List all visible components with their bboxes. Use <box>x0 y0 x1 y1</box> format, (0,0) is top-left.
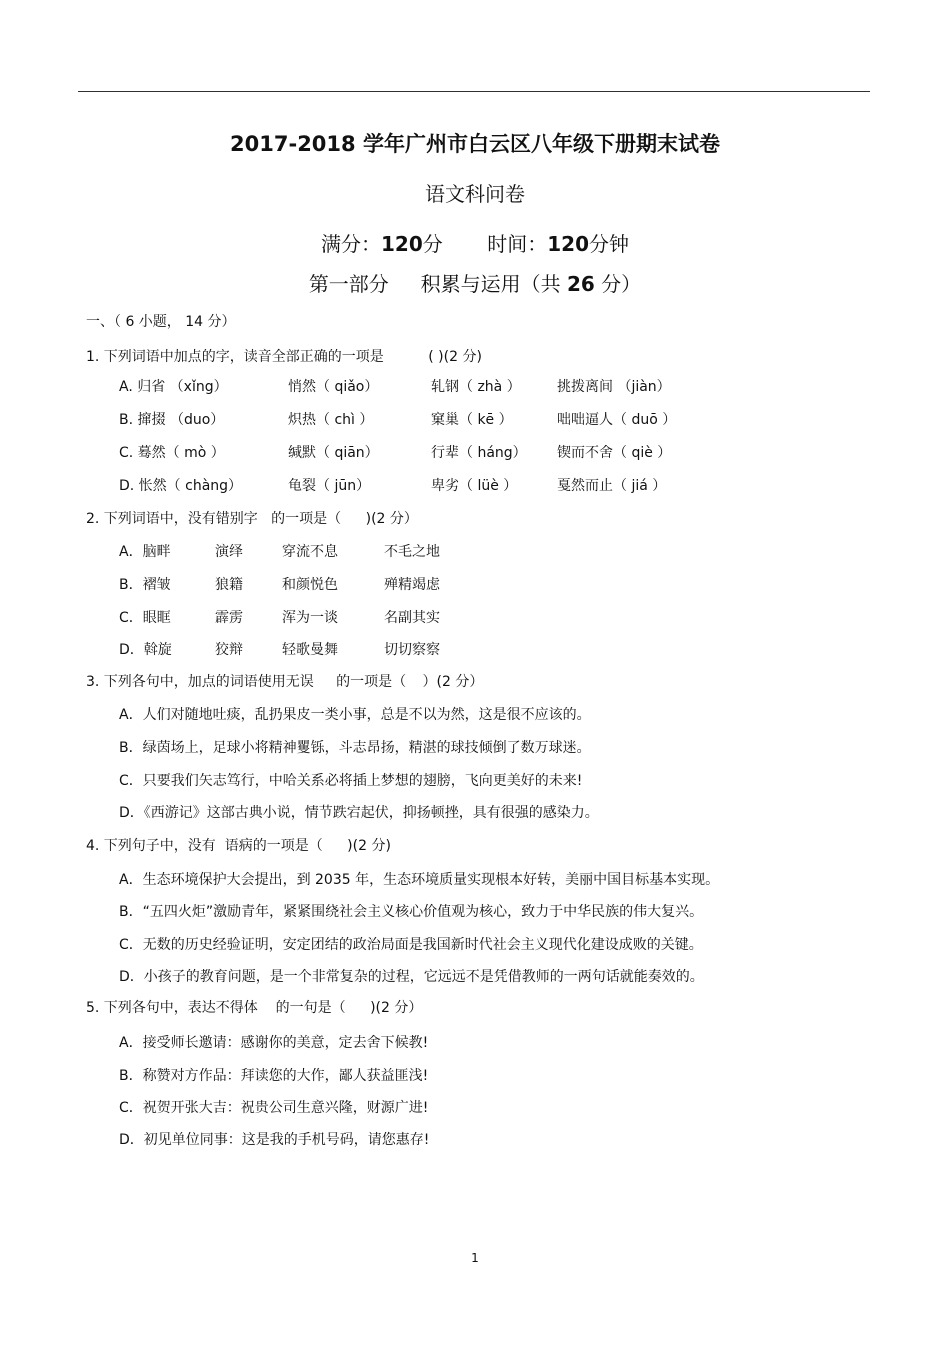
question-2-stem <box>86 508 418 528</box>
question-3-answer-paren: ）(2 分） <box>422 674 484 690</box>
question-1-option-row-1-item-4: 挑拨离间 （jiàn） <box>557 379 671 395</box>
question-1-option-row-4-item-1: D. 怅然（ chàng） <box>119 478 243 494</box>
time-unit: 分钟 <box>589 232 629 256</box>
question-1-option-row-1-item-1: A. 归省 （xǐng） <box>119 379 228 395</box>
question-4-text2: 语病的一项是（ <box>224 838 323 854</box>
question-1-option-row-1-item-3: 轧钢（ zhà ） <box>431 379 521 395</box>
question-3-text: 3. 下列各句中，加点的词语使用无误 <box>86 674 314 690</box>
question-2-option-row-2-item-4: 殚精竭虑 <box>384 577 440 593</box>
part-score: 26 <box>566 272 595 296</box>
question-2-option-row-1-item-1: A．脑畔 <box>119 544 171 560</box>
question-2-option-row-1-item-4: 不毛之地 <box>384 544 440 560</box>
question-1-option-row-4-item-3: 卑劣（ lüè ） <box>431 478 518 494</box>
part-name: 积累与运用（共 <box>420 272 561 296</box>
question-2-option-row-4-item-4: 切切察察 <box>384 642 440 658</box>
question-1-option-row-3-item-1: C. 蓦然（ mò ） <box>119 445 225 461</box>
question-1-option-row-3-item-4: 锲而不舍（ qiè ） <box>557 445 672 461</box>
question-2-option-row-4-item-2: 狡辩 <box>215 642 243 658</box>
exam-meta <box>0 228 950 257</box>
question-2-option-row-3-item-1: C．眼眶 <box>119 610 171 626</box>
question-1-option-row-4-item-4: 戛然而止（ jiá ） <box>557 478 667 494</box>
question-3-text2: 的一项是（ <box>336 674 407 690</box>
time-label: 时间： <box>487 232 548 256</box>
question-4-option-b: B．“五四火炬”激励青年，紧紧围绕社会主义核心价值观为核心，致力于中华民族的伟大复兴。 <box>119 904 704 920</box>
exam-title: 2017-2018 学年广州市白云区八年级下册期末试卷 <box>230 132 720 156</box>
question-2-option-row-4-item-3: 轻歌曼舞 <box>282 642 338 658</box>
question-4-option-c: C．无数的历史经验证明，安定团结的政治局面是我国新时代社会主义现代化建设成败的关键。 <box>119 937 703 953</box>
question-2-answer-paren: )(2 分） <box>365 511 418 527</box>
question-5-answer-paren: )(2 分） <box>370 1000 423 1016</box>
question-3-option-c: C．只要我们矢志笃行，中哈关系必将插上梦想的翅膀，飞向更美好的未来! <box>119 773 583 789</box>
question-4-option-d: D．小孩子的教育问题，是一个非常复杂的过程，它远远不是凭借教师的一两句话就能奏效的。 <box>119 969 704 985</box>
score-label: 满分： <box>320 232 381 256</box>
question-1-option-row-2-item-2: 炽热（ chì ） <box>288 412 374 428</box>
question-2-option-row-2-item-1: B．褶皱 <box>119 577 171 593</box>
question-1-option-row-2-item-3: 窠巢（ kē ） <box>431 412 513 428</box>
question-5-text2: 的一句是（ <box>275 1000 346 1016</box>
question-5-stem <box>86 997 422 1017</box>
question-5-option-c: C．祝贺开张大吉：祝贵公司生意兴隆，财源广进! <box>119 1100 429 1116</box>
header-rule <box>78 91 870 92</box>
question-1-answer-paren: ( )(2 分) <box>428 349 482 365</box>
question-2-option-row-4-item-1: D．斡旋 <box>119 642 172 658</box>
question-2-text2: 的一项是（ <box>271 511 342 527</box>
page-number: 1 <box>471 1251 479 1265</box>
question-4-text: 4. 下列句子中，没有 <box>86 838 216 854</box>
question-5-text: 5. 下列各句中，表达不得体 <box>86 1000 258 1016</box>
exam-subtitle: 语文科问卷 <box>425 182 525 206</box>
question-2-option-row-1-item-3: 穿流不息 <box>282 544 338 560</box>
question-2-option-row-2-item-3: 和颜悦色 <box>282 577 338 593</box>
question-4-answer-paren: )(2 分) <box>347 838 391 854</box>
question-1-option-row-1-item-2: 悄然（ qiǎo） <box>288 379 379 395</box>
score-unit: 分 <box>422 232 443 256</box>
question-3-option-a: A．人们对随地吐痰，乱扔果皮一类小事，总是不以为然，这是很不应该的。 <box>119 707 591 723</box>
question-3-stem <box>86 671 483 691</box>
question-2-option-row-2-item-2: 狼籍 <box>215 577 243 593</box>
part-heading <box>0 268 950 297</box>
question-2-option-row-3-item-4: 名副其实 <box>384 610 440 626</box>
question-1-option-row-2-item-4: 咄咄逼人（ duō ） <box>557 412 677 428</box>
part-title: 第一部分 <box>308 272 389 296</box>
question-1-option-row-3-item-2: 缄默（ qiān） <box>288 445 379 461</box>
question-1-stem <box>86 346 482 366</box>
question-1-text: 1. 下列词语中加点的字，读音全部正确的一项是 <box>86 349 384 365</box>
score-value: 120 <box>380 232 423 256</box>
section-heading: 一、（ 6 小题， 14 分） <box>86 314 236 330</box>
question-1-option-row-3-item-3: 行辈（ háng） <box>431 445 527 461</box>
question-5-option-d: D．初见单位同事：这是我的手机号码，请您惠存! <box>119 1132 430 1148</box>
part-end: 分） <box>601 272 642 296</box>
question-3-option-d: D．《西游记》这部古典小说，情节跌宕起伏，抑扬顿挫，具有很强的感染力。 <box>119 805 599 821</box>
question-1-option-row-4-item-2: 龟裂（ jūn） <box>288 478 371 494</box>
time-value: 120 <box>547 232 589 256</box>
question-3-option-b: B．绿茵场上，足球小将精神矍铄，斗志昂扬，精湛的球技倾倒了数万球迷。 <box>119 740 591 756</box>
question-4-option-a: A．生态环境保护大会提出，到 2035 年，生态环境质量实现根本好转，美丽中国目标基本实现。 <box>119 872 720 888</box>
question-1-option-row-2-item-1: B. 撺掇 （duo） <box>119 412 225 428</box>
question-2-option-row-3-item-2: 霹雳 <box>215 610 243 626</box>
question-2-option-row-3-item-3: 浑为一谈 <box>282 610 338 626</box>
question-5-option-b: B．称赞对方作品：拜读您的大作，鄙人获益匪浅! <box>119 1068 429 1084</box>
question-5-option-a: A．接受师长邀请：感谢你的美意，定去舍下候教! <box>119 1035 429 1051</box>
question-2-option-row-1-item-2: 演绎 <box>215 544 243 560</box>
question-2-text: 2. 下列词语中，没有错别字 <box>86 511 258 527</box>
question-4-stem <box>86 835 391 855</box>
